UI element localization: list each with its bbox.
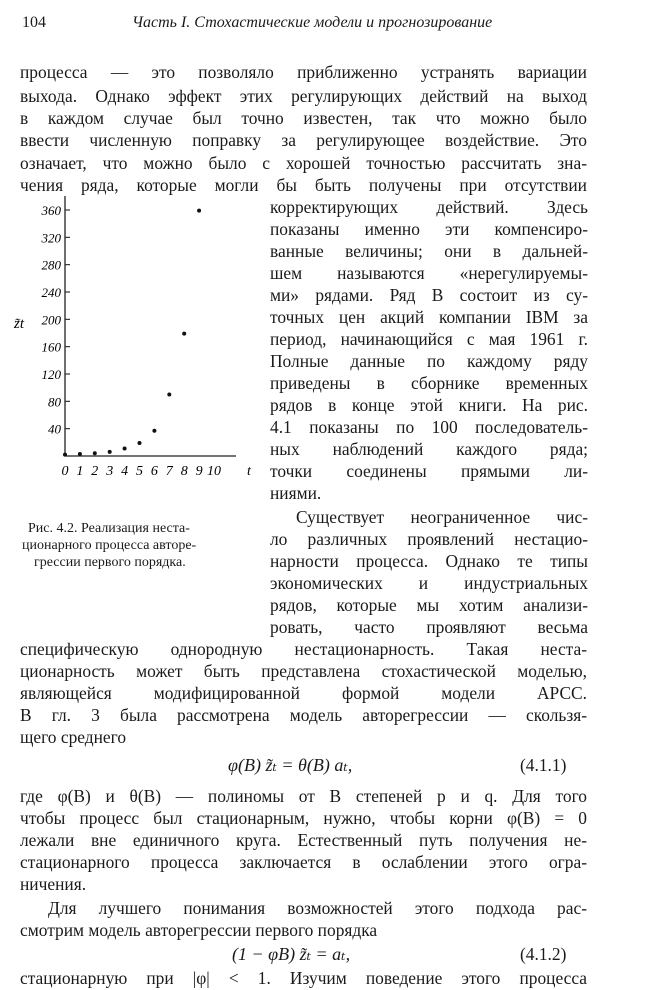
equation-4-1-2: (1 − φB) z̃ₜ = aₜ, xyxy=(232,944,351,964)
x-tick-label: 5 xyxy=(136,464,143,479)
text-line: рядов, которые мы хотим анализи- xyxy=(270,595,588,615)
data-point xyxy=(93,451,97,455)
running-header xyxy=(22,14,627,38)
text-line: щего среднего xyxy=(20,727,127,747)
y-tick-label: 160 xyxy=(41,339,61,355)
text-line: ничения. xyxy=(20,874,87,894)
x-tick-label: 8 xyxy=(180,464,188,479)
text-line: ровать, часто проявляют весьма xyxy=(270,617,588,637)
text-line: ми» рядами. Ряд В состоит из су- xyxy=(270,285,588,305)
y-axis-label: z̃t xyxy=(14,316,25,332)
data-point xyxy=(78,452,82,456)
text-line: лежали вне единичного круга. Естественный путь получения не- xyxy=(20,830,587,850)
text-line: стационарного процесса заключается в ослаблении этого огра- xyxy=(20,852,587,872)
text-line: корректирующих действий. Здесь xyxy=(270,197,588,217)
equation-number: (4.1.2) xyxy=(520,944,567,964)
text-line: шем называются «нерегулируемы- xyxy=(270,263,588,283)
data-point xyxy=(197,209,201,213)
text-line: 4.1 показаны по 100 последователь- xyxy=(270,417,588,437)
figure-caption-line: грессии первого порядка. xyxy=(34,555,186,570)
x-tick-label: 6 xyxy=(150,464,158,479)
text-line: рядов в конце этой книги. На рис. xyxy=(270,395,588,415)
text-line: являющейся модифицированной формой модели АРСС. xyxy=(20,683,587,703)
text-line: смотрим модель авторегрессии первого порядка xyxy=(20,920,378,940)
text-line: Для лучшего понимания возможностей этого подхода рас- xyxy=(48,898,587,918)
text-line: ционарность может быть представлена стохастической моделью, xyxy=(20,661,587,681)
y-tick-label: 240 xyxy=(41,285,61,300)
data-point xyxy=(63,453,67,457)
x-tick-label: 9 xyxy=(195,464,203,479)
text-line: период, начинающийся с мая 1961 г. xyxy=(270,329,588,349)
text-line: Полные данные по каждому ряду xyxy=(270,351,588,371)
text-line: ниями. xyxy=(270,483,322,503)
equation-number: (4.1.1) xyxy=(520,755,567,775)
text-line: чения ряда, которые могли бы быть получены при отсутствии xyxy=(20,175,587,195)
x-tick-label: 1 xyxy=(76,464,84,479)
text-line: ввести численную поправку за регулирующее воздействие. Это xyxy=(20,130,587,150)
text-line: специфическую однородную нестационарность. Такая неста- xyxy=(20,639,587,659)
text-line: приведены в сборнике временных xyxy=(270,373,588,393)
data-point xyxy=(167,393,171,397)
text-line: в каждом случае был точно известен, так что можно было xyxy=(20,108,587,128)
data-point xyxy=(123,446,127,450)
text-line: стационарную при |φ| < 1. Изучим поведение этого процесса xyxy=(20,968,587,988)
text-line: чтобы процесс был стационарным, нужно, чтобы корни φ(B) = 0 xyxy=(20,808,587,828)
text-line: где φ(B) и θ(B) — полиномы от B степеней p и q. Для того xyxy=(20,786,587,806)
equation-4-1-1: φ(B) z̃ₜ = θ(B) aₜ, xyxy=(228,755,353,775)
y-tick-label: 40 xyxy=(48,421,61,437)
figure-caption-line: Рис. 4.2. Реализация неста- xyxy=(28,521,190,536)
x-tick-label: 2 xyxy=(91,464,99,479)
text-line: показаны именно эти компенсиро- xyxy=(270,219,588,239)
x-tick-label: 10 xyxy=(207,464,221,479)
y-tick-label: 120 xyxy=(41,367,61,382)
y-tick-label: 280 xyxy=(41,257,61,273)
text-line: выхода. Однако эффект этих регулирующих действий на выход xyxy=(20,86,587,106)
text-line: ных наблюдений каждого ряда; xyxy=(270,439,588,459)
text-line: точки соединены прямыми ли- xyxy=(270,461,588,481)
text-line: нарности процесса. Однако те типы xyxy=(270,551,588,571)
data-point xyxy=(152,429,156,433)
text-line: означает, что можно было с хорошей точностью рассчитать зна- xyxy=(20,153,587,173)
text-line: процесса — это позволяло приближенно устранять вариации xyxy=(20,62,587,82)
text-line: точных цен акций компании IBM за xyxy=(270,307,588,327)
text-line: Существует неограниченное чис- xyxy=(296,507,588,527)
y-tick-label: 360 xyxy=(41,203,61,218)
x-tick-label: 4 xyxy=(121,464,129,479)
text-line: ло различных проявлений нестацио- xyxy=(270,529,588,549)
page-number: 104 xyxy=(22,14,46,31)
figure-4-2-chart xyxy=(0,184,268,484)
text-line: В гл. 3 была рассмотрена модель авторегрессии — скользя- xyxy=(20,705,587,725)
data-point xyxy=(108,450,112,454)
y-tick-label: 200 xyxy=(41,312,61,328)
running-title: Часть I. Стохастические модели и прогнозирование xyxy=(132,14,493,31)
data-point xyxy=(182,332,186,336)
y-tick-label: 80 xyxy=(48,394,61,410)
y-tick-label: 320 xyxy=(41,230,61,246)
x-tick-label: 3 xyxy=(106,464,114,479)
x-axis-label: t xyxy=(247,464,251,479)
text-line: ванные величины; они в дальней- xyxy=(270,241,588,261)
text-line: экономических и индустриальных xyxy=(270,573,588,593)
x-tick-label: 0 xyxy=(61,464,69,479)
figure-caption-line: ционарного процесса авторе- xyxy=(22,538,197,553)
x-tick-label: 7 xyxy=(165,464,173,479)
data-point xyxy=(138,441,142,445)
